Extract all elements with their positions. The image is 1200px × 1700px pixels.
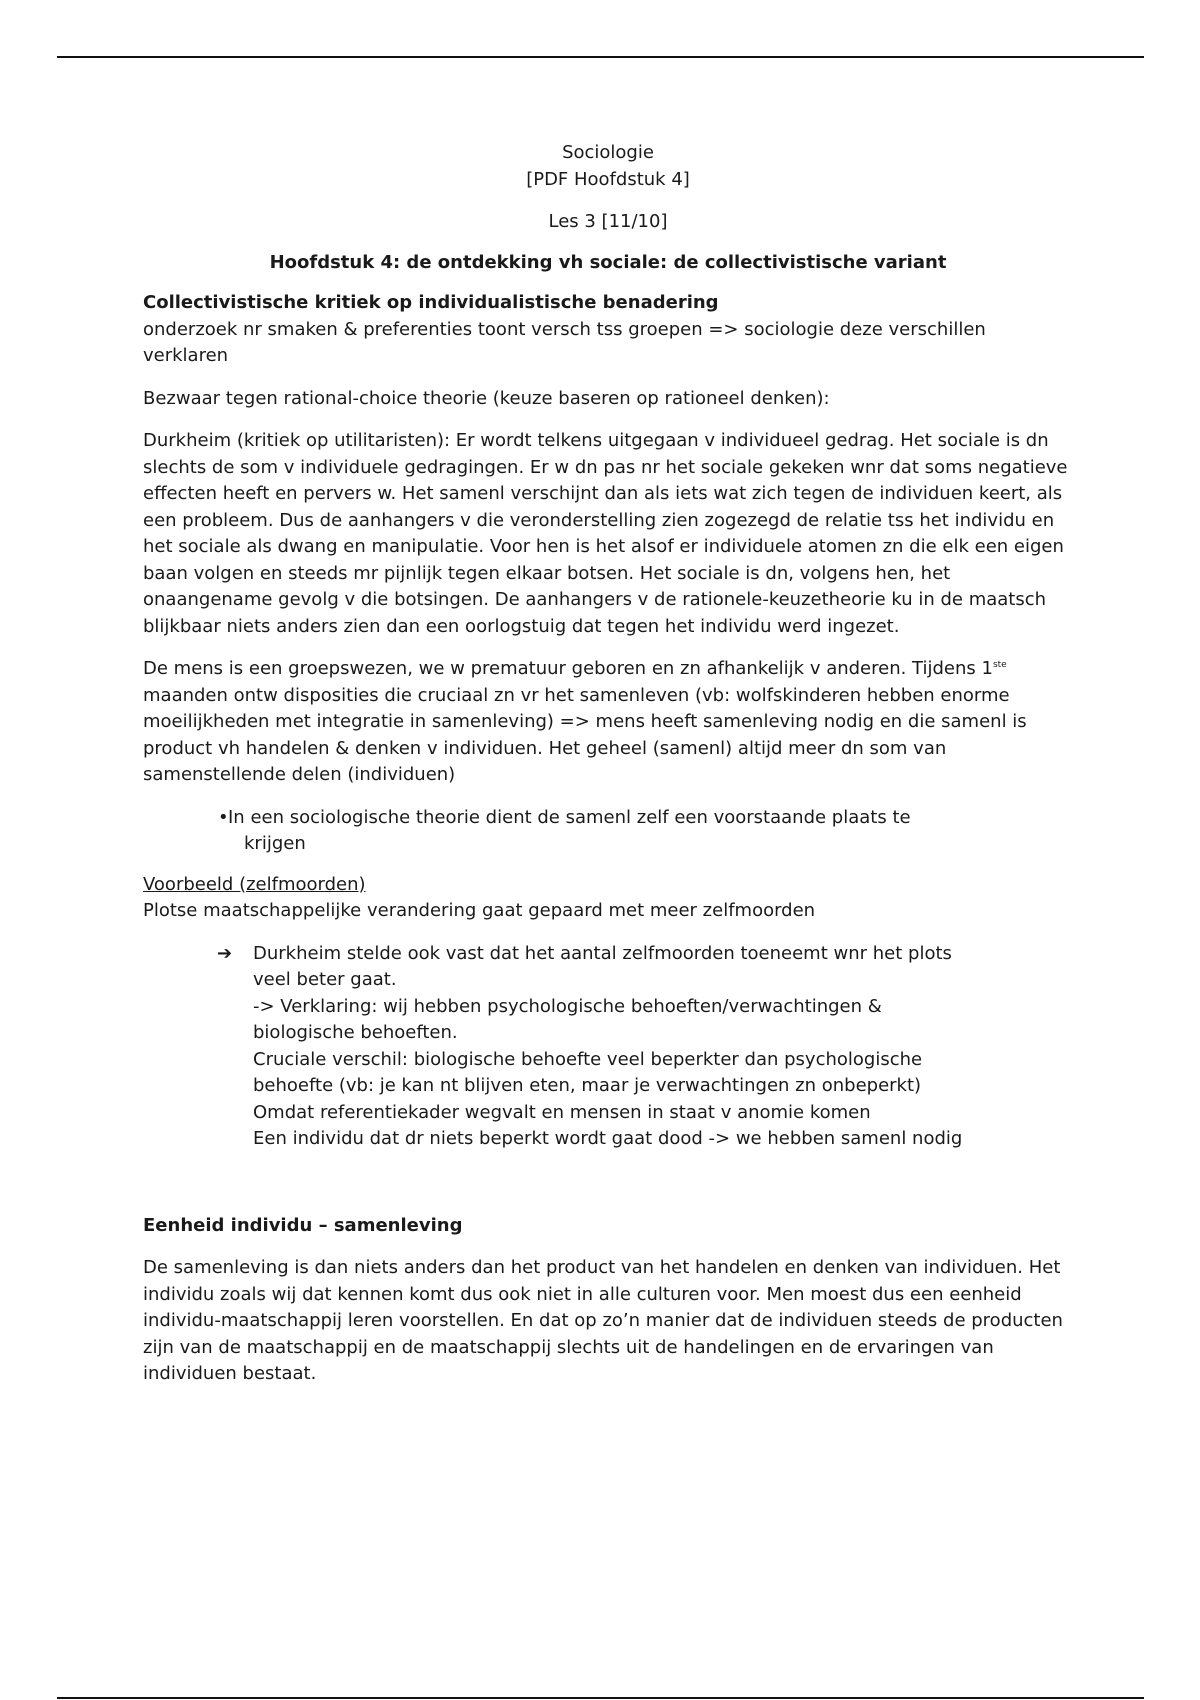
right-arrow-icon: ➔ bbox=[217, 942, 233, 964]
chapter-heading: Hoofdstuk 4: de ontdekking vh sociale: de collectivistische variant bbox=[269, 251, 947, 273]
top-rule bbox=[57, 56, 1144, 58]
arrow-line: Een individu dat dr niets beperkt wordt gaat dood -> we hebben samenl nodig bbox=[253, 1128, 963, 1149]
human-text-part2: maanden ontw disposities die cruciaal zn vr het samenleven (vb: wolfskinderen hebben enorme moeilijkheden met integratie in samenleving) => mens heeft samenleving nodig en die samenl is product vh handelen & denken v individuen. Het geheel (samenl) altijd meer dn som van samenstellende delen (individuen) bbox=[143, 684, 1027, 785]
human-text-part1: De mens is een groepswezen, we w prematuur geboren en zn afhankelijk v anderen. Tijdens 1 bbox=[143, 658, 993, 679]
arrow-list-item bbox=[143, 941, 1073, 1153]
arrow-line: behoefte (vb: je kan nt blijven eten, maar je verwachtingen zn onbeperkt) bbox=[253, 1075, 922, 1096]
arrow-line: -> Verklaring: wij hebben psychologische behoeften/verwachtingen & bbox=[253, 995, 882, 1017]
section-heading-collectivist-critique: Collectivistische kritiek op individualistische benadering bbox=[143, 292, 719, 313]
superscript-ste: ste bbox=[992, 660, 1007, 670]
unity-paragraph: De samenleving is dan niets anders dan het product van het handelen en denken van individuen. Het individu zoals wij dat kennen komt dus ook niet in alle culturen voor. Men moest dus een eenheid individu-maatschappij leren voorstellen. En dat op zo’n manier dat de individuen steeds de producten zijn van de maatschappij en de maatschappij slechts uit de handelingen en de ervaringen van individuen bestaat. bbox=[143, 1257, 1063, 1384]
document-title: Sociologie bbox=[562, 142, 654, 163]
arrow-line: Omdat referentiekader wegvalt en mensen in staat v anomie komen bbox=[253, 1101, 871, 1123]
durkheim-paragraph: Durkheim (kritiek op utilitaristen): Er wordt telkens uitgegaan v individueel gedrag. Het sociale is dn slechts de som v individuele gedragingen. Er w dn pas nr het sociale gekeken wnr dat soms negatieve effecten heeft en pervers w. Het samenl verschijnt dan als iets wat zich tegen de individuen keert, als een probleem. Dus de aanhangers v die veronderstelling zien zogezegd de relatie tss het individu en het sociale als dwang en manipulatie. Voor hen is het alsof er individuele atomen zn die elk een eigen baan volgen en steeds mr pijnlijk tegen elkaar botsen. Het sociale is dn, volgens hen, het onaangename gevolg v die botsingen. De aanhangers v de rationele-keuzetheorie ku in de maatsch blijkbaar niets anders zien dan een oorlogstuig dat tegen het individu werd ingezet. bbox=[143, 430, 1068, 637]
arrow-line: biologische behoeften. bbox=[253, 1022, 458, 1043]
objection-paragraph: Bezwaar tegen rational-choice theorie (keuze baseren op rationeel denken): bbox=[143, 387, 830, 409]
example-heading: Voorbeeld (zelfmoorden) bbox=[143, 873, 366, 895]
document-body bbox=[143, 140, 1073, 1388]
arrow-line: veel beter gaat. bbox=[253, 969, 397, 990]
lesson-label: Les 3 [11/10] bbox=[548, 211, 668, 232]
human-group-paragraph bbox=[143, 656, 1073, 789]
arrow-text bbox=[253, 941, 1053, 1153]
arrow-line: Cruciale verschil: biologische behoefte veel beperkter dan psychologische bbox=[253, 1048, 923, 1070]
intro-paragraph: onderzoek nr smaken & preferenties toont versch tss groepen => sociologie deze verschillen verklaren bbox=[143, 318, 986, 366]
bullet-line-1: In een sociologische theorie dient de samenl zelf een voorstaande plaats te bbox=[228, 806, 911, 828]
bullet-text bbox=[228, 805, 998, 858]
arrow-line: Durkheim stelde ook vast dat het aantal zelfmoorden toeneemt wnr het plots bbox=[253, 942, 952, 964]
example-paragraph: Plotse maatschappelijke verandering gaat gepaard met meer zelfmoorden bbox=[143, 900, 816, 921]
document-source: [PDF Hoofdstuk 4] bbox=[526, 168, 690, 190]
bullet-icon: • bbox=[218, 806, 229, 828]
section-heading-unity: Eenheid individu – samenleving bbox=[143, 1214, 463, 1236]
bullet-line-2: krijgen bbox=[244, 833, 306, 854]
bullet-item bbox=[143, 805, 1073, 858]
bottom-rule bbox=[57, 1697, 1144, 1699]
